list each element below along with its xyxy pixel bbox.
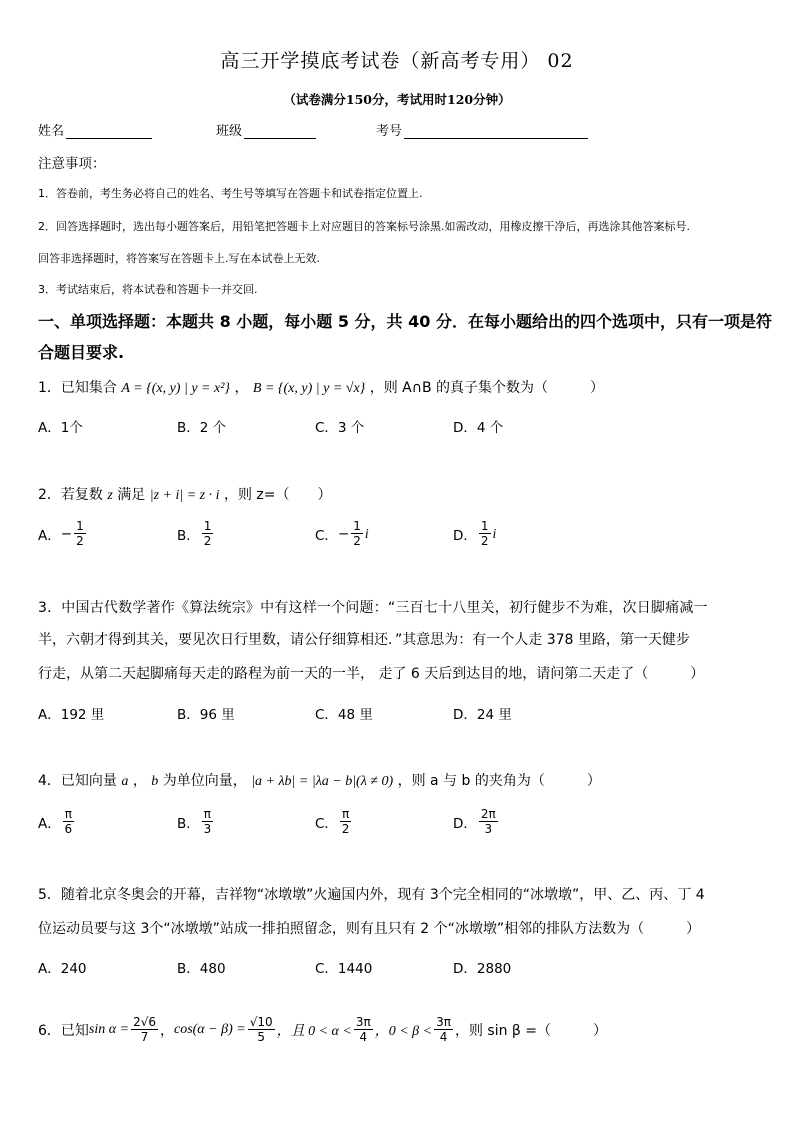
fraction <box>479 808 498 835</box>
set-b-formula: B = {(x, y) | y = √x} <box>252 381 366 396</box>
denominator: 5 <box>257 1030 265 1044</box>
numerator: π <box>341 807 350 821</box>
note-item: 回答非选择题时，将答案写在答题卡上.写在本试卷上无效. <box>38 252 320 265</box>
question-6 <box>38 1016 607 1043</box>
q2-option-d <box>453 520 496 547</box>
q6-prefix: 6．已知 <box>38 1022 89 1039</box>
question-5-line-1: 5．随着北京冬奥会的开幕，吉祥物“冰墩墩”火遍国内外，现有 3个完全相同的“冰墩墩”，甲、乙、丙、丁 4 <box>38 887 705 903</box>
fraction <box>351 520 363 547</box>
denominator: 3 <box>203 822 212 836</box>
section-heading-cont: 合题目要求. <box>38 343 125 362</box>
fraction <box>340 808 351 835</box>
fraction <box>202 808 213 835</box>
numerator: 2π <box>480 807 496 821</box>
alpha-range: ，且 0 < α < <box>276 1023 352 1039</box>
vector-b: b <box>151 774 159 789</box>
q2-mid: 满足 <box>117 487 146 503</box>
denominator: 2 <box>341 822 350 836</box>
q2-equation: |z + i| = z · i <box>149 488 220 503</box>
numerator: √10 <box>249 1015 273 1029</box>
question-4 <box>38 770 601 790</box>
q3-option-c: C．48 里 <box>315 707 373 723</box>
id-field <box>376 120 588 139</box>
name-field <box>38 120 152 139</box>
imag-unit: i <box>364 525 369 541</box>
fraction <box>74 520 86 547</box>
q2-tail: ，则 z=（ ） <box>223 487 332 503</box>
numerator: 3π <box>355 1015 371 1029</box>
q4-option-d <box>453 808 500 835</box>
option-label: C． <box>315 815 338 832</box>
numerator: π <box>64 807 72 821</box>
minus-sign: − <box>337 525 350 542</box>
numerator: 1 <box>353 519 361 533</box>
id-blank <box>404 124 588 139</box>
beta-range: ，0 < β < <box>374 1023 433 1039</box>
class-field <box>216 120 316 139</box>
denominator: 4 <box>359 1030 368 1044</box>
denominator: 6 <box>64 822 73 836</box>
question-3-line-3: 行走，从第二天起脚痛每天走的路程为前一天的一半， 走了 6 天后到达目的地，请问第二天走了（ ） <box>38 666 705 682</box>
q3-option-a: A．192 里 <box>38 707 105 723</box>
id-label: 考号 <box>376 124 403 139</box>
q4-option-b <box>177 808 215 835</box>
numerator: π <box>203 807 211 821</box>
numerator: 1 <box>203 519 212 533</box>
denominator: 3 <box>484 822 493 836</box>
q4-option-a <box>38 808 76 835</box>
q3-option-b: B．96 里 <box>177 707 235 723</box>
question-3-line-2: 半，六朝才得到其关，要见次日行里数，请公仔细算相还．”其意思为：有一个人走 378 里路，第一天健步 <box>38 632 690 648</box>
vector-a: a <box>121 774 129 789</box>
numerator: 1 <box>480 519 489 533</box>
question-5-line-2: 位运动员要与这 3个“冰墩墩”站成一排拍照留念，则有且只有 2 个“冰墩墩”相邻的排队方法数为（ ） <box>38 921 701 937</box>
numerator: 1 <box>76 519 84 533</box>
q5-option-d: D．2880 <box>453 961 512 977</box>
numerator: 3π <box>436 1015 451 1029</box>
q5-option-c: C．1440 <box>315 961 373 977</box>
denominator: 2 <box>76 534 84 548</box>
exam-subtitle: （试卷满分150分，考试用时120分钟） <box>283 92 511 107</box>
q2-prefix: 2．若复数 <box>38 487 103 503</box>
question-1 <box>38 377 604 397</box>
q1-prefix: 1．已知集合 <box>38 380 117 396</box>
class-label: 班级 <box>216 124 243 139</box>
q1-option-b: B．2 个 <box>177 420 227 436</box>
option-label: D． <box>453 527 477 544</box>
q5-option-a: A．240 <box>38 961 87 977</box>
q2-z: z <box>107 488 113 503</box>
denominator: 4 <box>439 1030 448 1044</box>
denominator: 2 <box>480 534 489 548</box>
fraction <box>354 1016 373 1043</box>
class-blank <box>244 124 316 139</box>
q2-option-b <box>177 520 215 547</box>
q5-option-b: B．480 <box>177 961 226 977</box>
cos-alpha-minus-beta: cos(α − β) = <box>173 1021 246 1037</box>
question-2 <box>38 484 332 504</box>
numerator: 2√6 <box>133 1015 156 1029</box>
denominator: 2 <box>353 534 361 548</box>
denominator: 7 <box>140 1030 149 1044</box>
note-item: 3．考试结束后，将本试卷和答题卡一并交回. <box>38 283 258 296</box>
name-label: 姓名 <box>38 124 65 139</box>
fraction <box>434 1016 453 1043</box>
q4-option-c <box>315 808 353 835</box>
denominator: 2 <box>203 534 212 548</box>
q2-option-a <box>38 520 88 547</box>
note-item: 1．答卷前，考生务必将自己的姓名、考生号等填写在答题卡和试卷指定位置上. <box>38 187 423 200</box>
fraction <box>248 1016 275 1043</box>
option-label: C． <box>315 527 338 544</box>
sin-alpha: sin α = <box>88 1021 130 1037</box>
option-label: B． <box>177 815 200 832</box>
fraction <box>131 1016 158 1043</box>
q1-tail: ，则 A∩B 的真子集个数为（ ） <box>369 380 605 396</box>
q1-comma: ， <box>234 380 249 396</box>
name-blank <box>66 124 152 139</box>
q4-tail: ，则 a 与 b 的夹角为（ ） <box>397 773 601 789</box>
set-a-formula: A = {(x, y) | y = x²} <box>121 381 230 396</box>
q1-option-c: C．3 个 <box>315 420 365 436</box>
q2-option-c <box>315 520 369 547</box>
option-label: A． <box>38 527 61 544</box>
minus-sign: − <box>60 525 73 542</box>
section-heading: 一、单项选择题：本题共 8 小题，每小题 5 分，共 40 分．在每小题给出的四个选项中，只有一项是符 <box>38 312 772 331</box>
q4-prefix: 4．已知向量 <box>38 773 117 789</box>
fraction <box>202 520 214 547</box>
q4-mid: 为单位向量， <box>162 773 247 789</box>
fraction <box>63 808 74 835</box>
q6-tail: ，则 sin β =（ ） <box>454 1022 608 1039</box>
fraction <box>479 520 491 547</box>
exam-title: 高三开学摸底考试卷（新高考专用） 02 <box>220 50 574 72</box>
q6-comma: ， <box>159 1022 174 1039</box>
q1-option-d: D．4 个 <box>453 420 504 436</box>
q1-option-a: A．1个 <box>38 420 83 436</box>
q4-comma: ， <box>132 773 147 789</box>
q3-option-d: D．24 里 <box>453 707 512 723</box>
notes-title: 注意事项： <box>38 156 106 172</box>
question-3-line-1: 3．中国古代数学著作《算法统宗》中有这样一个问题：“三百七十八里关，初行健步不为难，次日脚痛减一 <box>38 600 708 616</box>
note-item: 2．回答选择题时，选出每小题答案后，用铅笔把答题卡上对应题目的答案标号涂黑.如需改动，用橡皮擦干净后，再选涂其他答案标号. <box>38 220 690 233</box>
q4-equation: |a + λb| = |λa − b|(λ ≠ 0) <box>251 774 394 789</box>
option-label: A． <box>38 815 61 832</box>
imag-unit: i <box>492 525 497 541</box>
option-label: D． <box>453 815 477 832</box>
option-label: B． <box>177 527 200 544</box>
